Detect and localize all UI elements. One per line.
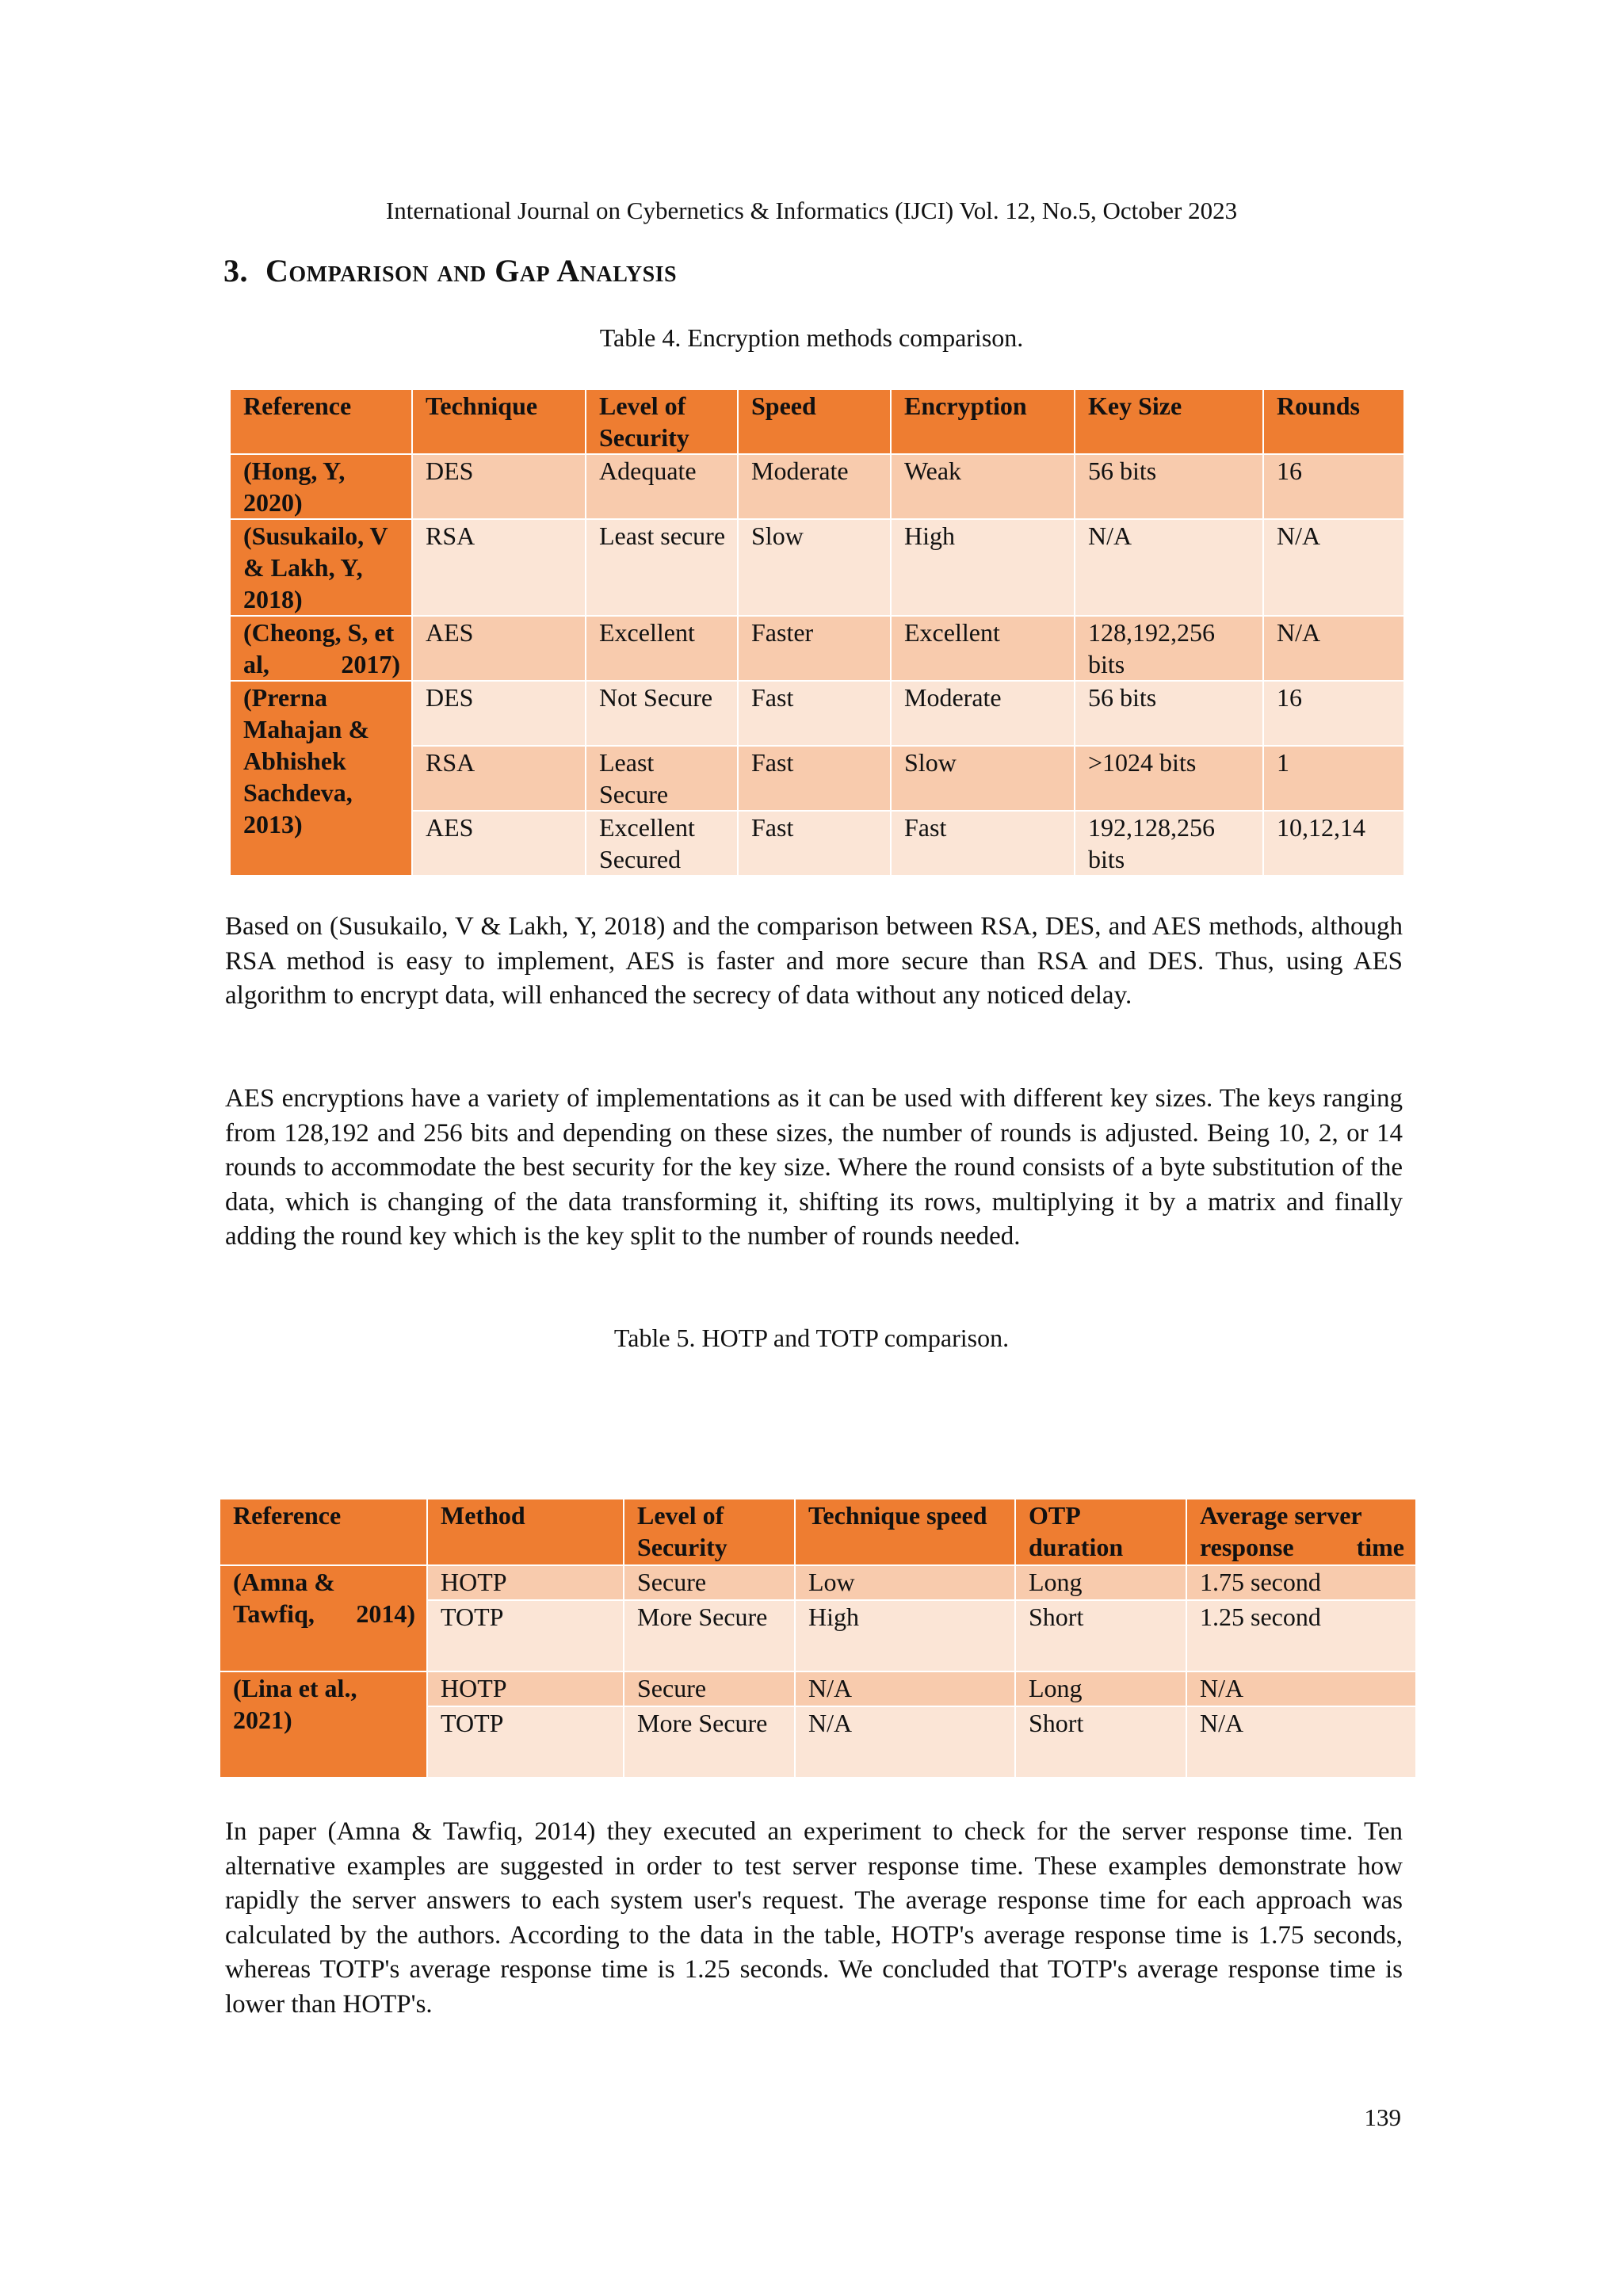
table-header-row — [230, 389, 1404, 454]
body-paragraph: Based on (Susukailo, V & Lakh, Y, 2018) and the comparison between RSA, DES, and AES methods, although RSA method is easy to implement, AES is faster and more secure than RSA and DES. Thus, using AES algorithm to encrypt data, will enhanced the secrecy of data without any noticed delay. — [225, 912, 1403, 1010]
security-cell: Excellent — [586, 616, 738, 681]
header-reference: Reference — [230, 389, 412, 454]
speed-cell: N/A — [795, 1671, 1015, 1706]
security-cell: More Secure — [624, 1706, 795, 1778]
table-row — [230, 519, 1404, 616]
table5-caption: Table 5. HOTP and TOTP comparison. — [613, 1324, 1010, 1352]
speed-cell: Fast — [738, 746, 891, 811]
response-time-cell: N/A — [1186, 1671, 1416, 1706]
table-row — [230, 454, 1404, 519]
encryption-cell: High — [891, 519, 1075, 616]
table4-caption: Table 4. Encryption methods comparison. — [599, 323, 1024, 352]
speed-cell: N/A — [795, 1706, 1015, 1778]
method-cell: TOTP — [427, 1600, 624, 1671]
security-cell: Excellent Secured — [586, 811, 738, 876]
duration-cell: Long — [1015, 1671, 1186, 1706]
method-cell: HOTP — [427, 1671, 624, 1706]
speed-cell: Low — [795, 1565, 1015, 1600]
technique-cell: RSA — [412, 519, 586, 616]
speed-cell: Fast — [738, 811, 891, 876]
security-cell: Adequate — [586, 454, 738, 519]
page-number: 139 — [1364, 2103, 1401, 2131]
duration-cell: Short — [1015, 1706, 1186, 1778]
rounds-cell: N/A — [1263, 616, 1404, 681]
header-speed: Speed — [738, 389, 891, 454]
rounds-cell: 16 — [1263, 681, 1404, 746]
security-cell: Secure — [624, 1565, 795, 1600]
encryption-comparison-table — [229, 388, 1405, 877]
method-cell: TOTP — [427, 1706, 624, 1778]
reference-cell: (Prerna Mahajan & Abhishek Sachdeva, 2013) — [230, 681, 412, 876]
response-time-cell: N/A — [1186, 1706, 1416, 1778]
header-encryption: Encryption — [891, 389, 1075, 454]
header-reference: Reference — [220, 1499, 427, 1565]
encryption-cell: Slow — [891, 746, 1075, 811]
encryption-cell: Fast — [891, 811, 1075, 876]
response-time-cell: 1.75 second — [1186, 1565, 1416, 1600]
rounds-cell: 10,12,14 — [1263, 811, 1404, 876]
section-heading — [223, 252, 677, 289]
method-cell: HOTP — [427, 1565, 624, 1600]
table-row — [220, 1565, 1416, 1600]
section-number: 3. — [223, 253, 248, 288]
header-level-of-security: Level of Security — [624, 1499, 795, 1565]
reference-cell: (Hong, Y, 2020) — [230, 454, 412, 519]
reference-cell: (Lina et al., 2021) — [220, 1671, 427, 1778]
running-header: International Journal on Cybernetics & Informatics (IJCI) Vol. 12, No.5, October 2023 — [385, 197, 1238, 224]
body-paragraph: AES encryptions have a variety of implementations as it can be used with different key sizes. The keys ranging from 128,192 and 256 bits and depending on these sizes, the number of rounds is adjusted. Being 10, 2, or 14 rounds to accommodate the best security for the key size. Where the round consists of a byte substitution of the data, which is changing of the data transforming it, shifting its rows, multiplying it by a matrix and finally adding the round key which is the key split to the number of rounds needed. — [225, 1084, 1403, 1251]
key-size-cell: 56 bits — [1075, 454, 1263, 519]
duration-cell: Long — [1015, 1565, 1186, 1600]
reference-cell: (Amna & Tawfiq, 2014) — [220, 1565, 427, 1671]
section-title: Comparison and Gap Analysis — [265, 253, 678, 288]
speed-cell: Moderate — [738, 454, 891, 519]
encryption-cell: Excellent — [891, 616, 1075, 681]
technique-cell: RSA — [412, 746, 586, 811]
key-size-cell: >1024 bits — [1075, 746, 1263, 811]
technique-cell: AES — [412, 616, 586, 681]
rounds-cell: N/A — [1263, 519, 1404, 616]
technique-cell: DES — [412, 681, 586, 746]
header-rounds: Rounds — [1263, 389, 1404, 454]
encryption-cell: Moderate — [891, 681, 1075, 746]
table-row — [220, 1671, 1416, 1706]
header-key-size: Key Size — [1075, 389, 1263, 454]
security-cell: Least secure — [586, 519, 738, 616]
key-size-cell: N/A — [1075, 519, 1263, 616]
response-time-cell: 1.25 second — [1186, 1600, 1416, 1671]
speed-cell: Faster — [738, 616, 891, 681]
header-otp-duration: OTP duration — [1015, 1499, 1186, 1565]
body-paragraph: In paper (Amna & Tawfiq, 2014) they executed an experiment to check for the server response time. Ten alternative examples are suggested in order to test server response time. These examples demonstrate how rapidly the server answers to each system user's request. The average response time for each approach was calculated by the authors. According to the data in the table, HOTP's average response time is 1.75 seconds, whereas TOTP's average response time is 1.25 seconds. We concluded that TOTP's average response time is lower than HOTP's. — [225, 1817, 1403, 2019]
security-cell: Not Secure — [586, 681, 738, 746]
encryption-cell: Weak — [891, 454, 1075, 519]
security-cell: Secure — [624, 1671, 795, 1706]
header-average-server-response-time: Average server response time — [1186, 1499, 1416, 1565]
reference-cell: (Susukailo, V & Lakh, Y, 2018) — [230, 519, 412, 616]
duration-cell: Short — [1015, 1600, 1186, 1671]
table-row — [230, 681, 1404, 746]
speed-cell: Fast — [738, 681, 891, 746]
technique-cell: AES — [412, 811, 586, 876]
speed-cell: High — [795, 1600, 1015, 1671]
technique-cell: DES — [412, 454, 586, 519]
header-technique: Technique — [412, 389, 586, 454]
reference-cell: (Cheong, S, et al, 2017) — [230, 616, 412, 681]
security-cell: Least Secure — [586, 746, 738, 811]
header-level-of-security: Level of Security — [586, 389, 738, 454]
table-header-row — [220, 1499, 1416, 1565]
table-row — [230, 616, 1404, 681]
rounds-cell: 1 — [1263, 746, 1404, 811]
key-size-cell: 192,128,256 bits — [1075, 811, 1263, 876]
speed-cell: Slow — [738, 519, 891, 616]
header-technique-speed: Technique speed — [795, 1499, 1015, 1565]
otp-comparison-table — [219, 1498, 1417, 1778]
rounds-cell: 16 — [1263, 454, 1404, 519]
key-size-cell: 56 bits — [1075, 681, 1263, 746]
key-size-cell: 128,192,256 bits — [1075, 616, 1263, 681]
header-method: Method — [427, 1499, 624, 1565]
security-cell: More Secure — [624, 1600, 795, 1671]
